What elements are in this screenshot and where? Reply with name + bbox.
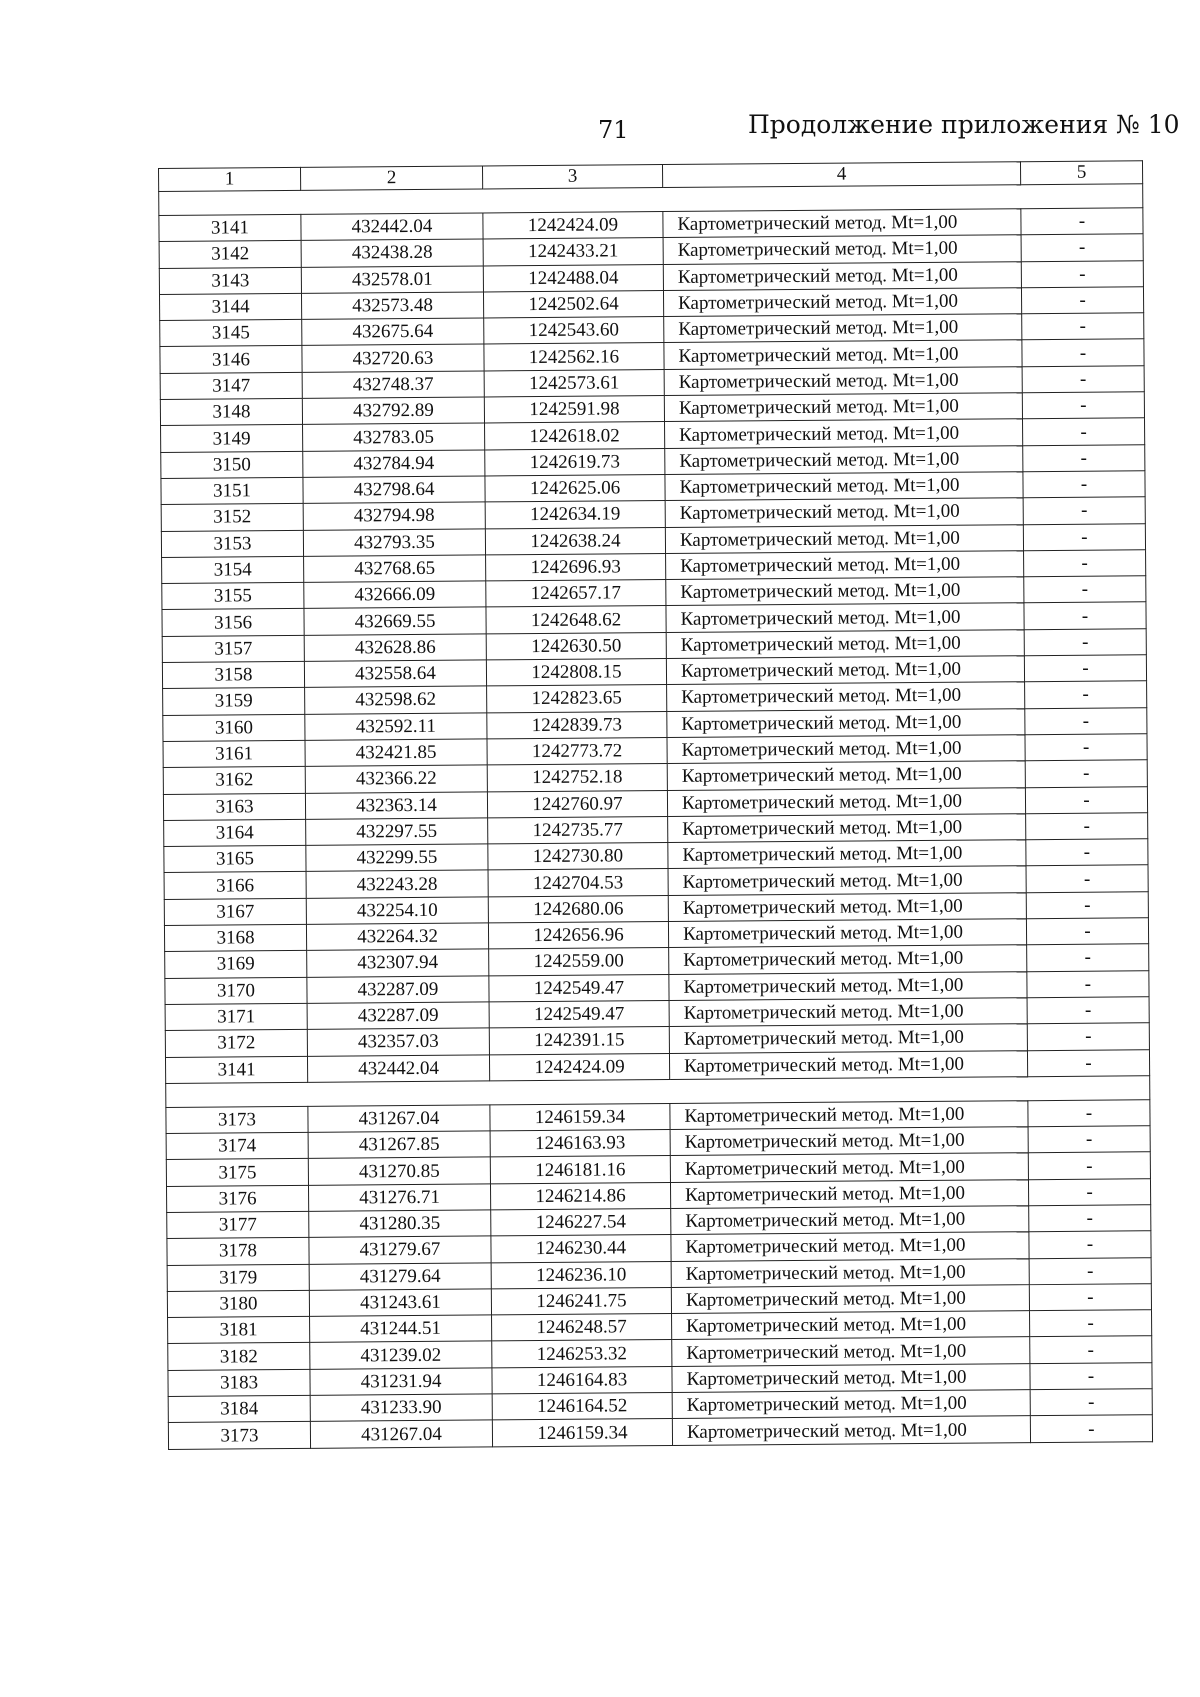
- column-header: 3: [482, 165, 662, 189]
- point-number-cell: 3168: [164, 924, 306, 951]
- note-cell: -: [1026, 813, 1148, 840]
- note-cell: -: [1026, 891, 1148, 918]
- note-cell: -: [1028, 1126, 1150, 1153]
- method-cell: Картометрический метод. Mt=1,00: [666, 551, 1024, 580]
- x-coordinate-cell: 431276.71: [308, 1184, 490, 1212]
- note-cell: -: [1021, 234, 1143, 261]
- y-coordinate-cell: 1242619.73: [485, 448, 665, 476]
- x-coordinate-cell: 432798.64: [303, 476, 485, 504]
- point-number-cell: 3181: [168, 1317, 310, 1344]
- method-cell: Картометрический метод. Mt=1,00: [671, 1258, 1029, 1287]
- point-number-cell: 3153: [161, 530, 303, 557]
- y-coordinate-cell: 1242391.15: [489, 1027, 669, 1055]
- point-number-cell: 3179: [167, 1264, 309, 1291]
- x-coordinate-cell: 432628.86: [304, 634, 486, 662]
- point-number-cell: 3142: [159, 241, 301, 268]
- x-coordinate-cell: 432287.09: [307, 1002, 489, 1030]
- y-coordinate-cell: 1242680.06: [488, 895, 668, 923]
- point-number-cell: 3166: [164, 872, 306, 899]
- y-coordinate-cell: 1242630.50: [486, 632, 666, 660]
- x-coordinate-cell: 432442.04: [301, 213, 483, 241]
- point-number-cell: 3171: [165, 1003, 307, 1030]
- y-coordinate-cell: 1242760.97: [487, 790, 667, 818]
- method-cell: Картометрический метод. Mt=1,00: [664, 340, 1022, 369]
- point-number-cell: 3170: [165, 977, 307, 1004]
- method-cell: Картометрический метод. Mt=1,00: [664, 367, 1022, 396]
- method-cell: Картометрический метод. Mt=1,00: [670, 1100, 1028, 1129]
- method-cell: Картометрический метод. Mt=1,00: [663, 288, 1021, 317]
- method-cell: Картометрический метод. Mt=1,00: [668, 814, 1026, 843]
- point-number-cell: 3157: [162, 635, 304, 662]
- x-coordinate-cell: 431233.90: [310, 1394, 492, 1422]
- x-coordinate-cell: 431279.67: [309, 1236, 491, 1264]
- x-coordinate-cell: 432297.55: [306, 818, 488, 846]
- x-coordinate-cell: 431239.02: [310, 1341, 492, 1369]
- note-cell: -: [1024, 629, 1146, 656]
- x-coordinate-cell: 431280.35: [309, 1210, 491, 1238]
- point-number-cell: 3174: [166, 1132, 308, 1159]
- x-coordinate-cell: 431244.51: [310, 1315, 492, 1343]
- x-coordinate-cell: 431231.94: [310, 1368, 492, 1396]
- x-coordinate-cell: 432264.32: [306, 923, 488, 951]
- note-cell: -: [1021, 260, 1143, 287]
- point-number-cell: 3177: [167, 1211, 309, 1238]
- note-cell: -: [1023, 523, 1145, 550]
- note-cell: -: [1024, 655, 1146, 682]
- method-cell: Картометрический метод. Mt=1,00: [671, 1232, 1029, 1261]
- x-coordinate-cell: 431279.64: [309, 1262, 491, 1290]
- note-cell: -: [1023, 444, 1145, 471]
- y-coordinate-cell: 1242839.73: [487, 711, 667, 739]
- note-cell: -: [1027, 1023, 1149, 1050]
- note-cell: -: [1030, 1362, 1152, 1389]
- note-cell: -: [1027, 970, 1149, 997]
- y-coordinate-cell: 1242433.21: [483, 238, 663, 266]
- y-coordinate-cell: 1242549.47: [489, 1000, 669, 1028]
- x-coordinate-cell: 432598.62: [305, 686, 487, 714]
- x-coordinate-cell: 432558.64: [304, 660, 486, 688]
- note-cell: -: [1027, 997, 1149, 1024]
- point-number-cell: 3143: [159, 267, 301, 294]
- y-coordinate-cell: 1242657.17: [486, 580, 666, 608]
- y-coordinate-cell: 1242591.98: [484, 396, 664, 424]
- x-coordinate-cell: 432438.28: [301, 239, 483, 267]
- method-cell: Картометрический метод. Mt=1,00: [672, 1390, 1030, 1419]
- y-coordinate-cell: 1246159.34: [490, 1103, 670, 1131]
- y-coordinate-cell: 1242543.60: [484, 317, 664, 345]
- x-coordinate-cell: 432792.89: [302, 397, 484, 425]
- note-cell: -: [1023, 471, 1145, 498]
- point-number-cell: 3183: [168, 1369, 310, 1396]
- column-header: 4: [662, 162, 1020, 188]
- y-coordinate-cell: 1242618.02: [485, 422, 665, 450]
- method-cell: Картометрический метод. Mt=1,00: [665, 524, 1023, 553]
- method-cell: Картометрический метод. Mt=1,00: [672, 1337, 1030, 1366]
- y-coordinate-cell: 1246163.93: [490, 1130, 670, 1158]
- method-cell: Картометрический метод. Mt=1,00: [669, 971, 1027, 1000]
- method-cell: Картометрический метод. Mt=1,00: [665, 498, 1023, 527]
- method-cell: Картометрический метод. Mt=1,00: [670, 1153, 1028, 1182]
- note-cell: -: [1022, 339, 1144, 366]
- y-coordinate-cell: 1242773.72: [487, 737, 667, 765]
- point-number-cell: 3167: [164, 898, 306, 925]
- note-cell: -: [1028, 1178, 1150, 1205]
- note-cell: -: [1025, 681, 1147, 708]
- x-coordinate-cell: 432578.01: [301, 266, 483, 294]
- method-cell: Картометрический метод. Mt=1,00: [670, 1127, 1028, 1156]
- y-coordinate-cell: 1242488.04: [483, 264, 663, 292]
- x-coordinate-cell: 431243.61: [309, 1289, 491, 1317]
- x-coordinate-cell: 432573.48: [301, 292, 483, 320]
- x-coordinate-cell: 432669.55: [304, 607, 486, 635]
- note-cell: -: [1029, 1257, 1151, 1284]
- column-header: 2: [300, 166, 482, 190]
- point-number-cell: 3154: [162, 556, 304, 583]
- method-cell: Картометрический метод. Mt=1,00: [672, 1416, 1030, 1445]
- y-coordinate-cell: 1242573.61: [484, 369, 664, 397]
- point-number-cell: 3146: [160, 346, 302, 373]
- y-coordinate-cell: 1246230.44: [491, 1235, 671, 1263]
- method-cell: Картометрический метод. Mt=1,00: [668, 919, 1026, 948]
- note-cell: -: [1024, 550, 1146, 577]
- y-coordinate-cell: 1246181.16: [490, 1156, 670, 1184]
- page-number: 71: [598, 116, 629, 144]
- method-cell: Картометрический метод. Mt=1,00: [666, 656, 1024, 685]
- note-cell: -: [1026, 865, 1148, 892]
- x-coordinate-cell: 432720.63: [302, 344, 484, 372]
- point-number-cell: 3173: [168, 1422, 310, 1449]
- x-coordinate-cell: 431270.85: [308, 1157, 490, 1185]
- y-coordinate-cell: 1242424.09: [483, 212, 663, 240]
- y-coordinate-cell: 1246236.10: [491, 1261, 671, 1289]
- point-number-cell: 3156: [162, 609, 304, 636]
- point-number-cell: 3148: [160, 398, 302, 425]
- x-coordinate-cell: 432254.10: [306, 897, 488, 925]
- method-cell: Картометрический метод. Mt=1,00: [671, 1285, 1029, 1314]
- note-cell: -: [1024, 576, 1146, 603]
- point-number-cell: 3151: [161, 477, 303, 504]
- point-number-cell: 3165: [164, 845, 306, 872]
- point-number-cell: 3141: [165, 1056, 307, 1083]
- note-cell: -: [1026, 839, 1148, 866]
- y-coordinate-cell: 1242549.47: [489, 974, 669, 1002]
- note-cell: -: [1028, 1152, 1150, 1179]
- method-cell: Картометрический метод. Mt=1,00: [667, 735, 1025, 764]
- point-number-cell: 3141: [159, 214, 301, 241]
- point-number-cell: 3180: [167, 1290, 309, 1317]
- note-cell: -: [1029, 1231, 1151, 1258]
- note-cell: -: [1029, 1284, 1151, 1311]
- y-coordinate-cell: 1242562.16: [484, 343, 664, 371]
- x-coordinate-cell: 431267.85: [308, 1131, 490, 1159]
- method-cell: Картометрический метод. Mt=1,00: [665, 445, 1023, 474]
- x-coordinate-cell: 432299.55: [306, 844, 488, 872]
- x-coordinate-cell: 432748.37: [302, 371, 484, 399]
- y-coordinate-cell: 1242823.65: [487, 685, 667, 713]
- method-cell: Картометрический метод. Mt=1,00: [672, 1311, 1030, 1340]
- note-cell: -: [1022, 392, 1144, 419]
- y-coordinate-cell: 1246159.34: [492, 1419, 672, 1447]
- x-coordinate-cell: 431267.04: [310, 1420, 492, 1448]
- method-cell: Картометрический метод. Mt=1,00: [663, 209, 1021, 238]
- point-number-cell: 3173: [166, 1106, 308, 1133]
- y-coordinate-cell: 1246248.57: [492, 1314, 672, 1342]
- note-cell: -: [1021, 208, 1143, 235]
- y-coordinate-cell: 1242424.09: [489, 1053, 669, 1081]
- method-cell: Картометрический метод. Mt=1,00: [668, 840, 1026, 869]
- y-coordinate-cell: 1242559.00: [489, 948, 669, 976]
- x-coordinate-cell: 432243.28: [306, 870, 488, 898]
- point-number-cell: 3161: [163, 740, 305, 767]
- column-header: 1: [159, 167, 301, 191]
- point-number-cell: 3164: [164, 819, 306, 846]
- note-cell: -: [1029, 1205, 1151, 1232]
- note-cell: -: [1025, 786, 1147, 813]
- point-number-cell: 3162: [163, 767, 305, 794]
- method-cell: Картометрический метод. Mt=1,00: [670, 1179, 1028, 1208]
- method-cell: Картометрический метод. Mt=1,00: [669, 1024, 1027, 1053]
- y-coordinate-cell: 1242625.06: [485, 474, 665, 502]
- y-coordinate-cell: 1242704.53: [488, 869, 668, 897]
- column-header: 5: [1020, 161, 1142, 185]
- point-number-cell: 3175: [166, 1159, 308, 1186]
- point-number-cell: 3152: [161, 504, 303, 531]
- note-cell: -: [1025, 707, 1147, 734]
- point-number-cell: 3182: [168, 1343, 310, 1370]
- x-coordinate-cell: 432793.35: [303, 529, 485, 557]
- note-cell: -: [1030, 1336, 1152, 1363]
- method-cell: Картометрический метод. Mt=1,00: [667, 787, 1025, 816]
- point-number-cell: 3160: [163, 714, 305, 741]
- method-cell: Картометрический метод. Mt=1,00: [668, 892, 1026, 921]
- x-coordinate-cell: 432357.03: [307, 1028, 489, 1056]
- note-cell: -: [1025, 760, 1147, 787]
- note-cell: -: [1022, 418, 1144, 445]
- method-cell: Картометрический метод. Mt=1,00: [671, 1206, 1029, 1235]
- x-coordinate-cell: 432307.94: [307, 949, 489, 977]
- x-coordinate-cell: 432794.98: [303, 502, 485, 530]
- coordinates-table: [158, 160, 1153, 1449]
- appendix-caption: Продолжение приложения № 10: [748, 110, 1180, 139]
- method-cell: Картометрический метод. Mt=1,00: [667, 761, 1025, 790]
- x-coordinate-cell: 432783.05: [303, 423, 485, 451]
- x-coordinate-cell: 432666.09: [304, 581, 486, 609]
- note-cell: -: [1022, 366, 1144, 393]
- y-coordinate-cell: 1242730.80: [488, 843, 668, 871]
- x-coordinate-cell: 431267.04: [308, 1105, 490, 1133]
- point-number-cell: 3163: [163, 793, 305, 820]
- point-number-cell: 3147: [160, 372, 302, 399]
- x-coordinate-cell: 432675.64: [302, 318, 484, 346]
- x-coordinate-cell: 432363.14: [305, 791, 487, 819]
- y-coordinate-cell: 1246164.83: [492, 1366, 672, 1394]
- note-cell: -: [1024, 602, 1146, 629]
- point-number-cell: 3172: [165, 1030, 307, 1057]
- method-cell: Картометрический метод. Mt=1,00: [666, 577, 1024, 606]
- point-number-cell: 3155: [162, 583, 304, 610]
- method-cell: Картометрический метод. Mt=1,00: [665, 472, 1023, 501]
- method-cell: Картометрический метод. Mt=1,00: [667, 708, 1025, 737]
- y-coordinate-cell: 1242634.19: [485, 501, 665, 529]
- point-number-cell: 3176: [166, 1185, 308, 1212]
- point-number-cell: 3158: [162, 661, 304, 688]
- y-coordinate-cell: 1242638.24: [485, 527, 665, 555]
- method-cell: Картометрический метод. Mt=1,00: [672, 1363, 1030, 1392]
- note-cell: -: [1025, 734, 1147, 761]
- x-coordinate-cell: 432592.11: [305, 713, 487, 741]
- method-cell: Картометрический метод. Mt=1,00: [663, 261, 1021, 290]
- method-cell: Картометрический метод. Mt=1,00: [669, 998, 1027, 1027]
- point-number-cell: 3184: [168, 1395, 310, 1422]
- note-cell: -: [1030, 1415, 1152, 1442]
- note-cell: -: [1026, 918, 1148, 945]
- method-cell: Картометрический метод. Mt=1,00: [663, 235, 1021, 264]
- y-coordinate-cell: 1242648.62: [486, 606, 666, 634]
- note-cell: -: [1028, 1100, 1150, 1127]
- x-coordinate-cell: 432768.65: [304, 555, 486, 583]
- x-coordinate-cell: 432366.22: [305, 765, 487, 793]
- y-coordinate-cell: 1242502.64: [483, 290, 663, 318]
- y-coordinate-cell: 1246253.32: [492, 1340, 672, 1368]
- y-coordinate-cell: 1242752.18: [487, 764, 667, 792]
- method-cell: Картометрический метод. Mt=1,00: [664, 393, 1022, 422]
- note-cell: -: [1027, 944, 1149, 971]
- method-cell: Картометрический метод. Mt=1,00: [666, 603, 1024, 632]
- y-coordinate-cell: 1246227.54: [491, 1208, 671, 1236]
- note-cell: -: [1030, 1310, 1152, 1337]
- point-number-cell: 3145: [160, 320, 302, 347]
- x-coordinate-cell: 432287.09: [307, 976, 489, 1004]
- note-cell: -: [1021, 287, 1143, 314]
- x-coordinate-cell: 432421.85: [305, 739, 487, 767]
- y-coordinate-cell: 1246164.52: [492, 1393, 672, 1421]
- point-number-cell: 3178: [167, 1238, 309, 1265]
- y-coordinate-cell: 1242735.77: [488, 816, 668, 844]
- note-cell: -: [1030, 1389, 1152, 1416]
- point-number-cell: 3169: [165, 951, 307, 978]
- method-cell: Картометрический метод. Mt=1,00: [666, 629, 1024, 658]
- note-cell: -: [1023, 497, 1145, 524]
- point-number-cell: 3159: [163, 688, 305, 715]
- note-cell: -: [1027, 1049, 1149, 1076]
- method-cell: Картометрический метод. Mt=1,00: [664, 314, 1022, 343]
- point-number-cell: 3144: [159, 293, 301, 320]
- y-coordinate-cell: 1246241.75: [491, 1287, 671, 1315]
- x-coordinate-cell: 432784.94: [303, 450, 485, 478]
- method-cell: Картометрический метод. Mt=1,00: [665, 419, 1023, 448]
- method-cell: Картометрический метод. Mt=1,00: [669, 945, 1027, 974]
- y-coordinate-cell: 1246214.86: [490, 1182, 670, 1210]
- point-number-cell: 3149: [161, 425, 303, 452]
- x-coordinate-cell: 432442.04: [307, 1054, 489, 1082]
- y-coordinate-cell: 1242808.15: [486, 659, 666, 687]
- method-cell: Картометрический метод. Mt=1,00: [668, 866, 1026, 895]
- y-coordinate-cell: 1242696.93: [486, 553, 666, 581]
- method-cell: Картометрический метод. Mt=1,00: [669, 1050, 1027, 1079]
- method-cell: Картометрический метод. Mt=1,00: [667, 682, 1025, 711]
- note-cell: -: [1022, 313, 1144, 340]
- point-number-cell: 3150: [161, 451, 303, 478]
- y-coordinate-cell: 1242656.96: [488, 922, 668, 950]
